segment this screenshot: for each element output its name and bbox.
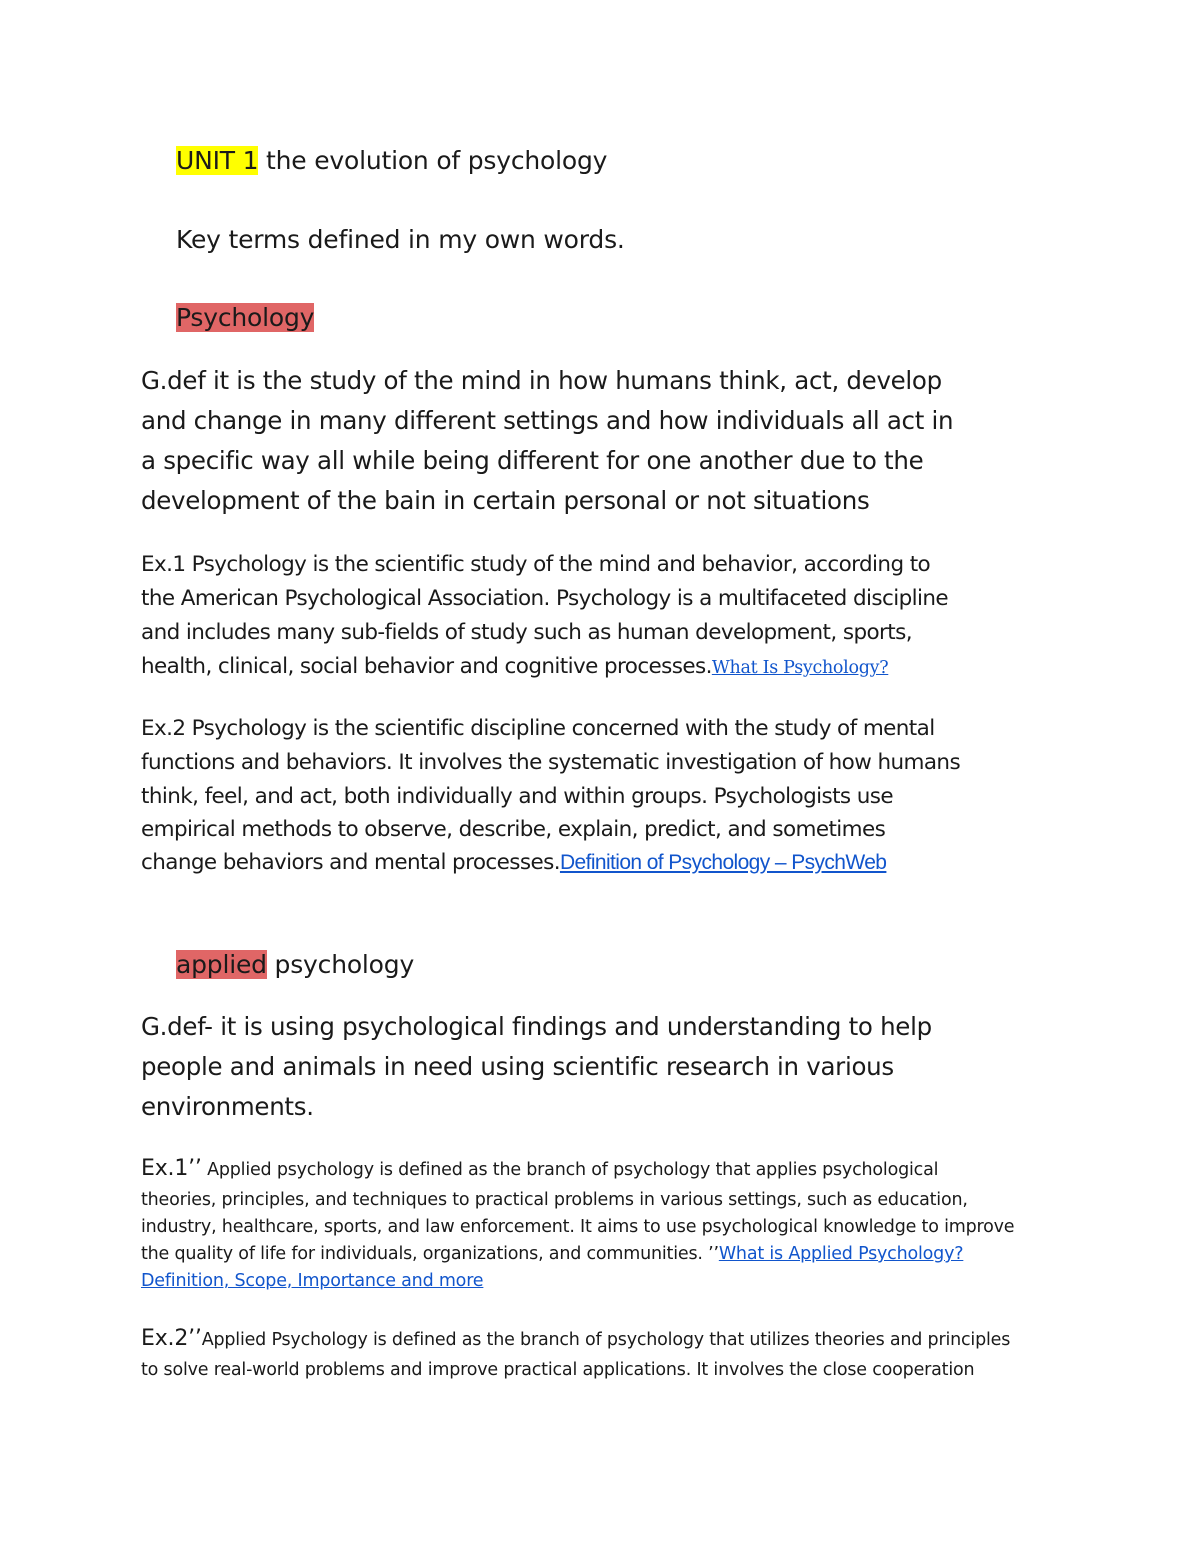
source-link-applied-psychology-cont[interactable]: Definition, Scope, Importance and more bbox=[141, 1271, 484, 1291]
unit-label: UNIT 1 bbox=[176, 146, 259, 175]
gdef-line: G.def- it is using psychological findings and understanding to help bbox=[141, 1012, 932, 1041]
example-line bbox=[141, 850, 886, 875]
example-label: Ex.1’’ bbox=[141, 1156, 202, 1181]
example-line: functions and behaviors. It involves the systematic investigation of how humans bbox=[141, 750, 961, 775]
gdef-line: environments. bbox=[141, 1092, 314, 1121]
source-link-psychweb[interactable]: Definition of Psychology – PsychWeb bbox=[559, 851, 887, 874]
example-line: theories, principles, and techniques to practical problems in various settings, such as education, bbox=[141, 1190, 968, 1210]
example-line: the American Psychological Association. Psychology is a multifaceted discipline bbox=[141, 586, 949, 611]
term-heading-label: Psychology bbox=[176, 303, 315, 332]
example-line: empirical methods to observe, describe, explain, predict, and sometimes bbox=[141, 817, 886, 842]
example-line: and includes many sub-fields of study such as human development, sports, bbox=[141, 620, 912, 645]
term-heading-highlight: applied bbox=[176, 950, 267, 979]
term-heading-psychology bbox=[176, 303, 314, 332]
example-text: the quality of life for individuals, organizations, and communities. ’’ bbox=[141, 1244, 719, 1264]
example-line bbox=[141, 1271, 483, 1291]
example-text: change behaviors and mental processes. bbox=[141, 850, 560, 875]
source-link-what-is-psychology[interactable]: What Is Psychology? bbox=[711, 658, 889, 678]
example-line: to solve real-world problems and improve practical applications. It involves the close cooperation bbox=[141, 1360, 975, 1380]
example-line: industry, healthcare, sports, and law enforcement. It aims to use psychological knowledge to improve bbox=[141, 1217, 1015, 1237]
gdef-line: people and animals in need using scientific research in various bbox=[141, 1052, 894, 1081]
unit-title-line bbox=[176, 146, 607, 175]
example-line: think, feel, and act, both individually and within groups. Psychologists use bbox=[141, 784, 894, 809]
gdef-line: G.def it is the study of the mind in how humans think, act, develop bbox=[141, 366, 942, 395]
term-heading-applied-psychology bbox=[176, 950, 414, 979]
example-line bbox=[141, 654, 888, 679]
example-text: Applied Psychology is defined as the branch of psychology that utilizes theories and principles bbox=[201, 1330, 1011, 1350]
gdef-line: and change in many different settings and how individuals all act in bbox=[141, 406, 954, 435]
example-line: Ex.1 Psychology is the scientific study of the mind and behavior, according to bbox=[141, 552, 931, 577]
example-line bbox=[141, 1244, 963, 1264]
example-line: Ex.2 Psychology is the scientific discipline concerned with the study of mental bbox=[141, 716, 935, 741]
unit-title: the evolution of psychology bbox=[258, 146, 608, 175]
source-link-applied-psychology[interactable]: What is Applied Psychology? bbox=[718, 1244, 964, 1264]
example-label: Ex.2’’ bbox=[141, 1326, 202, 1351]
term-heading-rest: psychology bbox=[266, 950, 415, 979]
gdef-line: a specific way all while being different for one another due to the bbox=[141, 446, 924, 475]
example-line bbox=[141, 1156, 938, 1181]
subtitle: Key terms defined in my own words. bbox=[176, 225, 625, 254]
example-text: health, clinical, social behavior and cognitive processes. bbox=[141, 654, 712, 679]
example-text: Applied psychology is defined as the branch of psychology that applies psychological bbox=[201, 1160, 939, 1180]
gdef-line: development of the bain in certain personal or not situations bbox=[141, 486, 870, 515]
example-line bbox=[141, 1326, 1010, 1351]
